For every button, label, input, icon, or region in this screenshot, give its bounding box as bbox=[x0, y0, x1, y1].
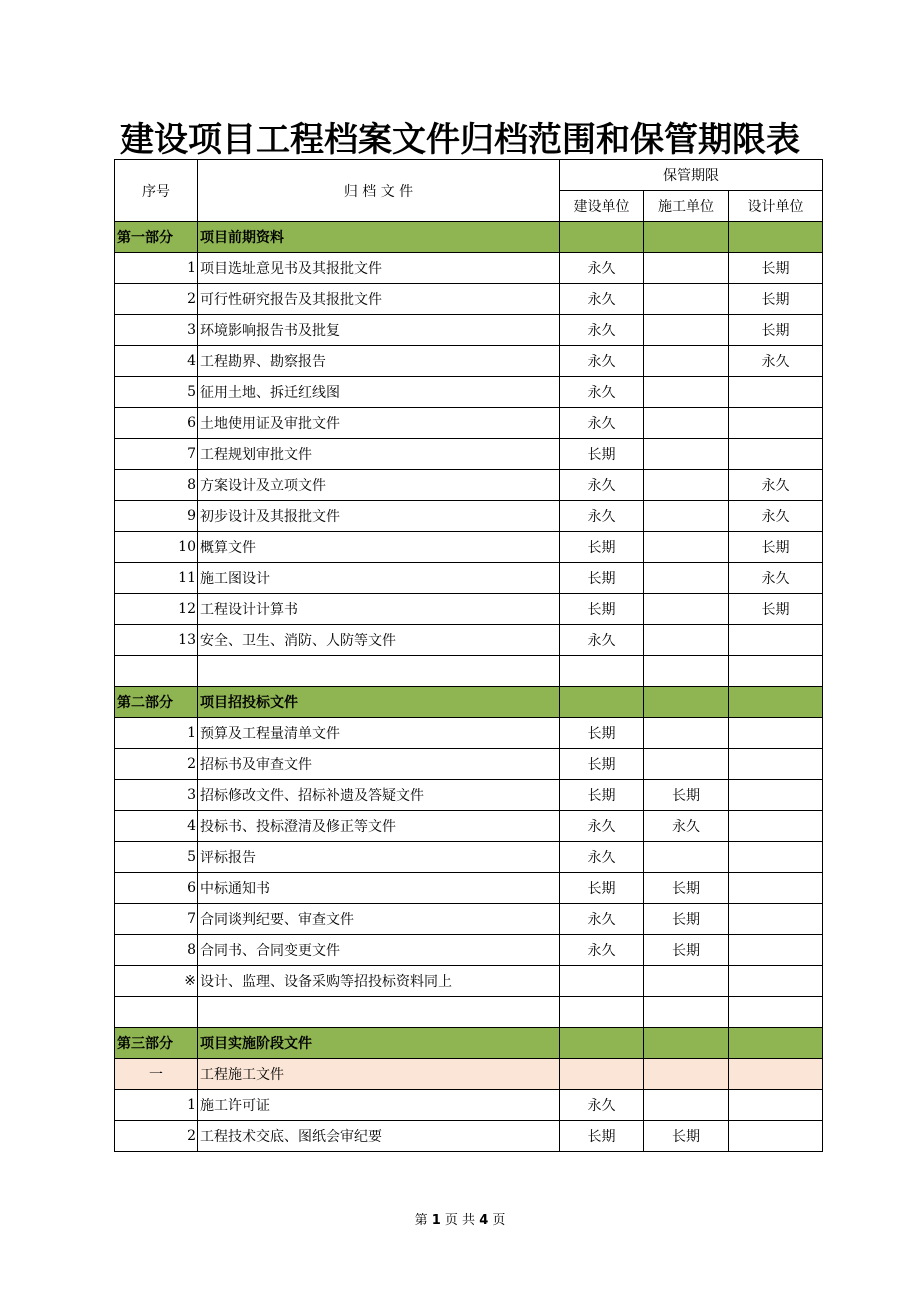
empty-cell bbox=[644, 997, 729, 1028]
page-footer bbox=[0, 1209, 920, 1228]
header-period: 保管期限 bbox=[560, 160, 823, 191]
header-seq: 序号 bbox=[115, 160, 198, 222]
design-unit-period: 长期 bbox=[729, 284, 823, 315]
construction-unit-period bbox=[644, 501, 729, 532]
row-number: 9 bbox=[115, 501, 198, 532]
construction-unit-period bbox=[644, 966, 729, 997]
empty-cell bbox=[644, 1059, 729, 1090]
construction-unit-period bbox=[644, 315, 729, 346]
build-unit-period: 长期 bbox=[560, 532, 644, 563]
construction-unit-period bbox=[644, 594, 729, 625]
subsection-number: 一 bbox=[115, 1059, 198, 1090]
construction-unit-period: 长期 bbox=[644, 780, 729, 811]
build-unit-period: 长期 bbox=[560, 563, 644, 594]
row-number: 11 bbox=[115, 563, 198, 594]
empty-cell bbox=[560, 1028, 644, 1059]
design-unit-period: 永久 bbox=[729, 563, 823, 594]
empty-cell bbox=[560, 997, 644, 1028]
document-name: 初步设计及其报批文件 bbox=[198, 501, 560, 532]
document-name: 施工许可证 bbox=[198, 1090, 560, 1121]
empty-cell bbox=[560, 656, 644, 687]
design-unit-period bbox=[729, 377, 823, 408]
table-row bbox=[115, 408, 823, 439]
document-name: 概算文件 bbox=[198, 532, 560, 563]
empty-cell bbox=[644, 222, 729, 253]
table-row bbox=[115, 594, 823, 625]
empty-cell bbox=[198, 656, 560, 687]
empty-cell bbox=[644, 687, 729, 718]
empty-cell bbox=[729, 222, 823, 253]
build-unit-period: 永久 bbox=[560, 842, 644, 873]
document-name: 合同书、合同变更文件 bbox=[198, 935, 560, 966]
empty-cell bbox=[115, 656, 198, 687]
build-unit-period: 长期 bbox=[560, 718, 644, 749]
header-design-unit: 设计单位 bbox=[729, 191, 823, 222]
build-unit-period: 长期 bbox=[560, 873, 644, 904]
construction-unit-period bbox=[644, 1090, 729, 1121]
table-row bbox=[115, 811, 823, 842]
empty-cell bbox=[560, 222, 644, 253]
row-number: 7 bbox=[115, 439, 198, 470]
table-row bbox=[115, 563, 823, 594]
build-unit-period bbox=[560, 966, 644, 997]
row-number: 6 bbox=[115, 873, 198, 904]
construction-unit-period bbox=[644, 470, 729, 501]
design-unit-period bbox=[729, 873, 823, 904]
construction-unit-period bbox=[644, 625, 729, 656]
construction-unit-period bbox=[644, 563, 729, 594]
row-number: 8 bbox=[115, 470, 198, 501]
row-number: 4 bbox=[115, 811, 198, 842]
footer-prefix: 第 bbox=[414, 1213, 428, 1228]
design-unit-period bbox=[729, 1090, 823, 1121]
build-unit-period: 长期 bbox=[560, 439, 644, 470]
document-name: 工程技术交底、图纸会审纪要 bbox=[198, 1121, 560, 1152]
construction-unit-period: 长期 bbox=[644, 904, 729, 935]
table-row bbox=[115, 966, 823, 997]
design-unit-period: 长期 bbox=[729, 253, 823, 284]
construction-unit-period bbox=[644, 284, 729, 315]
construction-unit-period bbox=[644, 718, 729, 749]
header-build-unit: 建设单位 bbox=[560, 191, 644, 222]
section-title: 项目前期资料 bbox=[198, 222, 560, 253]
document-name: 工程勘界、勘察报告 bbox=[198, 346, 560, 377]
design-unit-period bbox=[729, 439, 823, 470]
build-unit-period: 长期 bbox=[560, 780, 644, 811]
table-row bbox=[115, 625, 823, 656]
empty-cell bbox=[729, 1059, 823, 1090]
row-number: 1 bbox=[115, 718, 198, 749]
empty-cell bbox=[729, 687, 823, 718]
build-unit-period: 长期 bbox=[560, 594, 644, 625]
row-number: 12 bbox=[115, 594, 198, 625]
footer-total: 4 bbox=[479, 1213, 489, 1228]
design-unit-period bbox=[729, 718, 823, 749]
table-row bbox=[115, 904, 823, 935]
construction-unit-period: 永久 bbox=[644, 811, 729, 842]
document-name: 招标修改文件、招标补遗及答疑文件 bbox=[198, 780, 560, 811]
design-unit-period: 长期 bbox=[729, 594, 823, 625]
design-unit-period bbox=[729, 780, 823, 811]
row-number: 8 bbox=[115, 935, 198, 966]
subsection-row bbox=[115, 1059, 823, 1090]
row-number: 13 bbox=[115, 625, 198, 656]
empty-cell bbox=[729, 656, 823, 687]
document-name: 招标书及审查文件 bbox=[198, 749, 560, 780]
construction-unit-period: 长期 bbox=[644, 1121, 729, 1152]
page-title: 建设项目工程档案文件归档范围和保管期限表 bbox=[120, 120, 800, 160]
build-unit-period: 永久 bbox=[560, 408, 644, 439]
blank-row bbox=[115, 656, 823, 687]
row-number: 1 bbox=[115, 1090, 198, 1121]
build-unit-period: 永久 bbox=[560, 346, 644, 377]
build-unit-period: 长期 bbox=[560, 1121, 644, 1152]
table-row bbox=[115, 935, 823, 966]
build-unit-period: 永久 bbox=[560, 284, 644, 315]
construction-unit-period bbox=[644, 408, 729, 439]
construction-unit-period bbox=[644, 377, 729, 408]
construction-unit-period bbox=[644, 532, 729, 563]
build-unit-period: 永久 bbox=[560, 935, 644, 966]
build-unit-period: 永久 bbox=[560, 904, 644, 935]
document-name: 土地使用证及审批文件 bbox=[198, 408, 560, 439]
document-name: 工程规划审批文件 bbox=[198, 439, 560, 470]
document-name: 环境影响报告书及批复 bbox=[198, 315, 560, 346]
document-name: 征用土地、拆迁红线图 bbox=[198, 377, 560, 408]
design-unit-period bbox=[729, 935, 823, 966]
table-row bbox=[115, 315, 823, 346]
design-unit-period: 长期 bbox=[729, 532, 823, 563]
blank-row bbox=[115, 997, 823, 1028]
table-row bbox=[115, 346, 823, 377]
row-number: 3 bbox=[115, 315, 198, 346]
empty-cell bbox=[560, 1059, 644, 1090]
table-row bbox=[115, 842, 823, 873]
build-unit-period: 永久 bbox=[560, 625, 644, 656]
design-unit-period bbox=[729, 904, 823, 935]
build-unit-period: 长期 bbox=[560, 749, 644, 780]
table-row bbox=[115, 532, 823, 563]
empty-cell bbox=[729, 997, 823, 1028]
section-row bbox=[115, 222, 823, 253]
design-unit-period bbox=[729, 749, 823, 780]
design-unit-period bbox=[729, 966, 823, 997]
construction-unit-period bbox=[644, 253, 729, 284]
document-name: 方案设计及立项文件 bbox=[198, 470, 560, 501]
build-unit-period: 永久 bbox=[560, 811, 644, 842]
footer-mid: 页 共 bbox=[444, 1213, 476, 1228]
table-row bbox=[115, 1090, 823, 1121]
construction-unit-period bbox=[644, 346, 729, 377]
design-unit-period bbox=[729, 408, 823, 439]
table-row bbox=[115, 470, 823, 501]
document-name: 安全、卫生、消防、人防等文件 bbox=[198, 625, 560, 656]
empty-cell bbox=[644, 656, 729, 687]
subsection-title: 工程施工文件 bbox=[198, 1059, 560, 1090]
table-row bbox=[115, 1121, 823, 1152]
document-name: 合同谈判纪要、审查文件 bbox=[198, 904, 560, 935]
row-number: 5 bbox=[115, 377, 198, 408]
row-number: 7 bbox=[115, 904, 198, 935]
design-unit-period: 永久 bbox=[729, 470, 823, 501]
document-name: 设计、监理、设备采购等招投标资料同上 bbox=[198, 966, 560, 997]
document-name: 投标书、投标澄清及修正等文件 bbox=[198, 811, 560, 842]
document-name: 工程设计计算书 bbox=[198, 594, 560, 625]
document-name: 施工图设计 bbox=[198, 563, 560, 594]
section-title: 项目招投标文件 bbox=[198, 687, 560, 718]
build-unit-period: 永久 bbox=[560, 1090, 644, 1121]
table-header-row bbox=[115, 160, 823, 191]
document-name: 评标报告 bbox=[198, 842, 560, 873]
section-row bbox=[115, 1028, 823, 1059]
row-number: 1 bbox=[115, 253, 198, 284]
section-number: 第三部分 bbox=[115, 1028, 198, 1059]
section-number: 第二部分 bbox=[115, 687, 198, 718]
design-unit-period bbox=[729, 1121, 823, 1152]
table-row bbox=[115, 284, 823, 315]
row-number: ※ bbox=[115, 966, 198, 997]
build-unit-period: 永久 bbox=[560, 470, 644, 501]
footer-suffix: 页 bbox=[492, 1213, 506, 1228]
build-unit-period: 永久 bbox=[560, 315, 644, 346]
table-row bbox=[115, 501, 823, 532]
table-row bbox=[115, 718, 823, 749]
table-row bbox=[115, 873, 823, 904]
construction-unit-period bbox=[644, 749, 729, 780]
row-number: 10 bbox=[115, 532, 198, 563]
design-unit-period: 长期 bbox=[729, 315, 823, 346]
empty-cell bbox=[644, 1028, 729, 1059]
document-name: 中标通知书 bbox=[198, 873, 560, 904]
design-unit-period bbox=[729, 842, 823, 873]
empty-cell bbox=[115, 997, 198, 1028]
document-name: 预算及工程量清单文件 bbox=[198, 718, 560, 749]
empty-cell bbox=[729, 1028, 823, 1059]
construction-unit-period: 长期 bbox=[644, 873, 729, 904]
table-row bbox=[115, 377, 823, 408]
table-row bbox=[115, 439, 823, 470]
construction-unit-period: 长期 bbox=[644, 935, 729, 966]
row-number: 2 bbox=[115, 1121, 198, 1152]
header-const-unit: 施工单位 bbox=[644, 191, 729, 222]
row-number: 2 bbox=[115, 284, 198, 315]
section-number: 第一部分 bbox=[115, 222, 198, 253]
document-name: 可行性研究报告及其报批文件 bbox=[198, 284, 560, 315]
construction-unit-period bbox=[644, 439, 729, 470]
build-unit-period: 永久 bbox=[560, 501, 644, 532]
table-row bbox=[115, 253, 823, 284]
archive-table bbox=[114, 159, 823, 1152]
build-unit-period: 永久 bbox=[560, 253, 644, 284]
build-unit-period: 永久 bbox=[560, 377, 644, 408]
row-number: 3 bbox=[115, 780, 198, 811]
row-number: 4 bbox=[115, 346, 198, 377]
design-unit-period bbox=[729, 625, 823, 656]
construction-unit-period bbox=[644, 842, 729, 873]
empty-cell bbox=[560, 687, 644, 718]
table-row bbox=[115, 780, 823, 811]
header-doc: 归 档 文 件 bbox=[198, 160, 560, 222]
footer-page: 1 bbox=[431, 1213, 441, 1228]
row-number: 2 bbox=[115, 749, 198, 780]
table-row bbox=[115, 749, 823, 780]
design-unit-period: 永久 bbox=[729, 501, 823, 532]
row-number: 6 bbox=[115, 408, 198, 439]
section-row bbox=[115, 687, 823, 718]
row-number: 5 bbox=[115, 842, 198, 873]
design-unit-period: 永久 bbox=[729, 346, 823, 377]
empty-cell bbox=[198, 997, 560, 1028]
document-name: 项目选址意见书及其报批文件 bbox=[198, 253, 560, 284]
section-title: 项目实施阶段文件 bbox=[198, 1028, 560, 1059]
design-unit-period bbox=[729, 811, 823, 842]
